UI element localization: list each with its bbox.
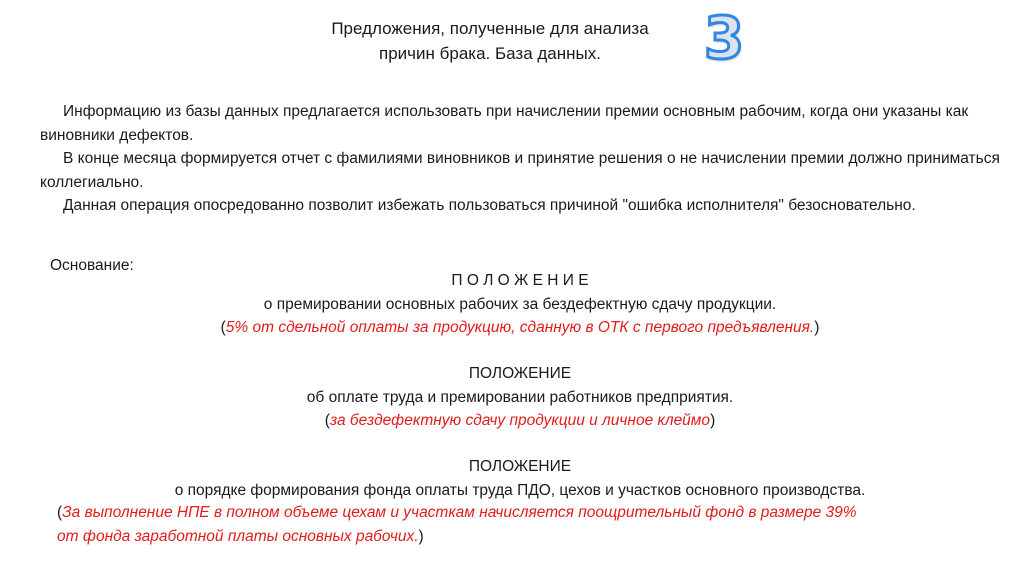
- regulation-3-note-line-1: За выполнение НПЕ в полном объеме цехам и участкам начисляется поощрительный фонд в размере 39%: [62, 504, 857, 521]
- regulation-1-note-wrap: (5% от сдельной оплаты за продукцию, сданную в ОТК с первого предъявления.): [220, 319, 820, 336]
- title-line-1: Предложения, полученные для анализа: [331, 19, 649, 38]
- regulation-3-subject: о порядке формирования фонда оплаты труда ПДО, цехов и участков основного производства.: [174, 481, 866, 499]
- slide-title: [300, 16, 680, 66]
- intro-paragraph-2: В конце месяца формируется отчет с фамилиями виновников и принятие решения о не начислении премии должно приниматься коллегиально.: [40, 150, 1000, 191]
- regulation-3-note-line-2-wrap: от фонда заработной платы основных рабочих.): [57, 527, 424, 545]
- intro-paragraph-3: Данная операция опосредованно позволит избежать пользоваться причиной "ошибка исполнителя" безосновательно.: [63, 197, 916, 214]
- regulation-1: [40, 269, 1000, 340]
- regulation-2-note: за бездефектную сдачу продукции и личное клеймо: [329, 412, 711, 429]
- intro-text: [40, 100, 1000, 218]
- regulation-1-subject: о премировании основных рабочих за бездефектную сдачу продукции.: [263, 295, 777, 313]
- regulation-1-note: 5% от сдельной оплаты за продукцию, сданную в ОТК с первого предъявления.: [225, 319, 815, 336]
- regulation-1-heading: П О Л О Ж Е Н И Е: [451, 272, 589, 289]
- regulation-3-note-line-2: от фонда заработной платы основных рабочих.: [57, 527, 419, 545]
- regulation-3-note: [57, 501, 977, 548]
- regulation-3-heading: ПОЛОЖЕНИЕ: [468, 458, 572, 475]
- regulation-2-note-wrap: (за бездефектную сдачу продукции и личное клеймо): [324, 412, 716, 429]
- regulation-2: [40, 362, 1000, 433]
- basis-label: Основание:: [50, 257, 134, 274]
- regulation-2-subject: об оплате труда и премировании работников предприятия.: [306, 388, 734, 406]
- slide-number-badge: 3: [703, 4, 745, 72]
- intro-paragraph-1: Информацию из базы данных предлагается использовать при начислении премии основным рабочим, когда они указаны как виновники дефектов.: [40, 103, 969, 144]
- regulation-3: [40, 455, 1000, 502]
- title-line-2: причин брака. База данных.: [379, 44, 601, 63]
- regulation-2-heading: ПОЛОЖЕНИЕ: [468, 365, 572, 382]
- regulation-3-note-line-1-wrap: (За выполнение НПЕ в полном объеме цехам и участкам начисляется поощрительный фонд в размере 39%: [57, 504, 857, 521]
